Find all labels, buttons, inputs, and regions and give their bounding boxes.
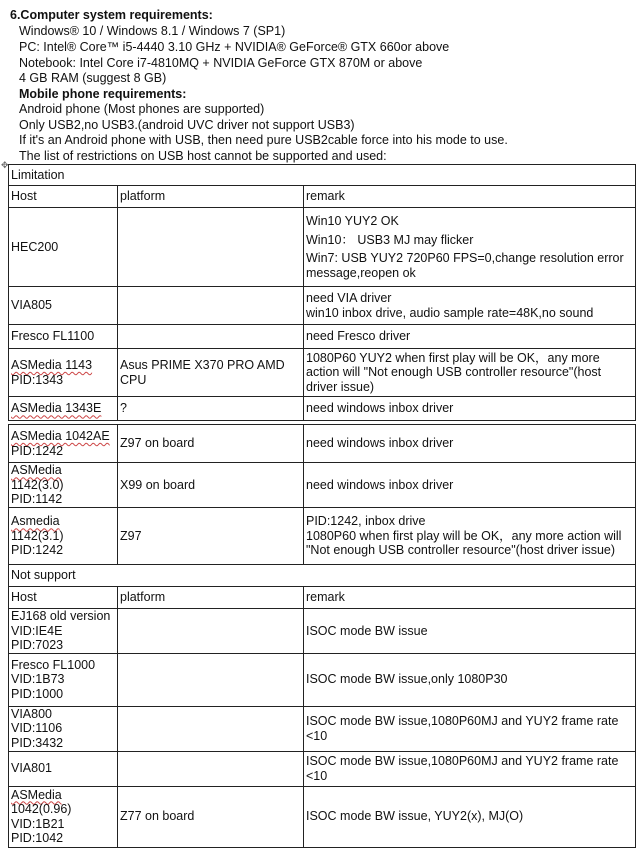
ram-requirement: 4 GB RAM (suggest 8 GB) [19,71,167,85]
table-row [9,609,636,654]
host-line: 1042(0.96) [11,802,72,816]
table-row [9,751,636,786]
host-cell [9,397,118,421]
remark-line: ISOC mode BW issue,only 1080P30 [306,672,508,687]
platform-cell: Z97 [118,508,304,565]
remark-cell [304,653,636,706]
remark-line: need windows inbox driver [306,401,454,416]
table-row [9,287,636,325]
mobile-line: Only USB2,no USB3.(android UVC driver not support USB3) [19,118,355,132]
host-line: PID:1343 [11,372,64,387]
remark-line: need windows inbox driver [306,477,454,492]
table-row [9,349,636,397]
host-line: 1142(3.0) [11,477,64,492]
host-cell [9,425,118,463]
platform-cell [118,609,304,654]
host-cell [9,653,118,706]
table-row [9,653,636,706]
remark-line: ISOC mode BW issue,1080P60MJ and YUY2 frame rate <10 [306,754,619,783]
table-row [9,786,636,847]
remark-line: ISOC mode BW issue [306,623,428,638]
host-line: PID:3432 [11,735,64,750]
host-header: Host [9,186,118,208]
remark-cell [304,349,636,397]
host-cell [9,349,118,397]
platform-cell [118,208,304,287]
remark-cell [304,397,636,421]
remark-line: Win10： USB3 MJ may flicker [306,232,474,247]
mobile-line: If it's an Android phone with USB, then need pure USB2cable force into his mode to use. [19,133,508,147]
host-line: ASMedia 1042AE [11,429,110,443]
platform-cell [118,653,304,706]
table-row [9,463,636,508]
limitation-label: Limitation [9,165,636,186]
platform-cell [118,287,304,325]
header-row [9,587,636,609]
host-line: VID:1B73 [11,672,65,687]
os-requirement: Windows® 10 / Windows 8.1 / Windows 7 (SP1) [19,24,286,38]
remark-cell [304,706,636,751]
remark-line: ISOC mode BW issue,1080P60MJ and YUY2 frame rate <10 [306,714,619,743]
remark-cell [304,463,636,508]
host-line: VID:1106 [11,721,63,736]
remark-line: 1080P60 when first play will be OK，any more action will "Not enough USB controller resource"(host driver issue) [306,528,622,558]
remark-header: remark [304,186,636,208]
host-line: Asmedia [11,514,60,529]
remark-line: 1080P60 YUY2 when first play will be OK，any more action will "Not enough USB controller resource"(host driver issue) [306,350,602,394]
table-row [9,397,636,421]
host-cell [9,706,118,751]
notebook-requirement: Notebook: Intel Core i7-4810MQ + NVIDIA GeForce GTX 870M or above [19,56,423,70]
host-line: 1142(3.1) [11,528,64,543]
not-support-label: Not support [9,565,636,587]
platform-cell [118,706,304,751]
remark-line: ISOC mode BW issue, YUY2(x), MJ(O) [306,809,524,824]
platform-cell: ? [118,397,304,421]
table-row [9,706,636,751]
host-cell [9,786,118,847]
remark-cell [304,425,636,463]
remark-line: need VIA driver [306,291,392,305]
host-line: PID:7023 [11,638,64,652]
host-cell [9,208,118,287]
table-row [9,508,636,565]
remark-cell [304,609,636,654]
host-line: HEC200 [11,239,59,254]
mobile-heading: Mobile phone requirements: [19,87,187,101]
platform-cell: Z77 on board [118,786,304,847]
table-row [9,325,636,349]
host-line: ASMedia [11,787,62,802]
remark-cell [304,508,636,565]
host-line: VID:1B21 [11,816,65,831]
usb-host-table [8,164,636,848]
remark-line: need windows inbox driver [306,436,454,451]
host-line: Fresco FL1100 [11,329,95,344]
section-row [9,565,636,587]
platform-header: platform [118,587,304,609]
host-cell [9,463,118,508]
host-cell [9,751,118,786]
section-row [9,165,636,186]
table-row [9,208,636,287]
pc-requirement: PC: Intel® Core™ i5-4440 3.10 GHz + NVIDIA® GeForce® GTX 660or above [19,40,450,54]
remark-header: remark [304,587,636,609]
host-line: PID:1000 [11,686,64,701]
host-line: EJ168 old version [11,609,111,623]
platform-cell [118,325,304,349]
platform-cell [118,751,304,786]
mobile-line: The list of restrictions on USB host cannot be supported and used: [19,149,387,163]
remark-cell [304,786,636,847]
remark-line: win10 inbox drive, audio sample rate=48K,no sound [306,305,594,320]
host-line: ASMedia 1343E [11,401,102,416]
host-header: Host [9,587,118,609]
remark-line: Win7: USB YUY2 720P60 FPS=0,change resolution error message,reopen ok [306,251,624,280]
remark-cell [304,325,636,349]
platform-cell: X99 on board [118,463,304,508]
remark-cell [304,287,636,325]
host-line: PID:1042 [11,831,64,845]
host-line: PID:1242 [11,443,64,458]
host-line: VIA800 [11,706,53,721]
remark-line: Win10 YUY2 OK [306,214,399,228]
remark-cell [304,751,636,786]
host-line: PID:1142 [11,492,63,507]
host-line: ASMedia 1143 [11,358,93,372]
host-cell [9,609,118,654]
table-row [9,425,636,463]
host-line: ASMedia [11,463,62,478]
platform-cell: Z97 on board [118,425,304,463]
host-cell [9,287,118,325]
host-cell [9,508,118,565]
table-move-handle-icon[interactable]: ✥ [1,160,9,170]
host-line: VIA801 [11,761,53,776]
requirements-heading: 6.Computer system requirements: [10,8,213,22]
remark-cell [304,208,636,287]
remark-line: need Fresco driver [306,329,411,344]
platform-header: platform [118,186,304,208]
mobile-line: Android phone (Most phones are supported) [19,102,265,116]
platform-cell: Asus PRIME X370 PRO AMD CPU [118,349,304,397]
header-row [9,186,636,208]
host-line: Fresco FL1000 [11,657,96,672]
remark-line: PID:1242, inbox drive [306,514,426,529]
host-line: VID:IE4E [11,623,63,638]
host-cell [9,325,118,349]
host-line: VIA805 [11,298,53,313]
host-line: PID:1242 [11,543,64,558]
